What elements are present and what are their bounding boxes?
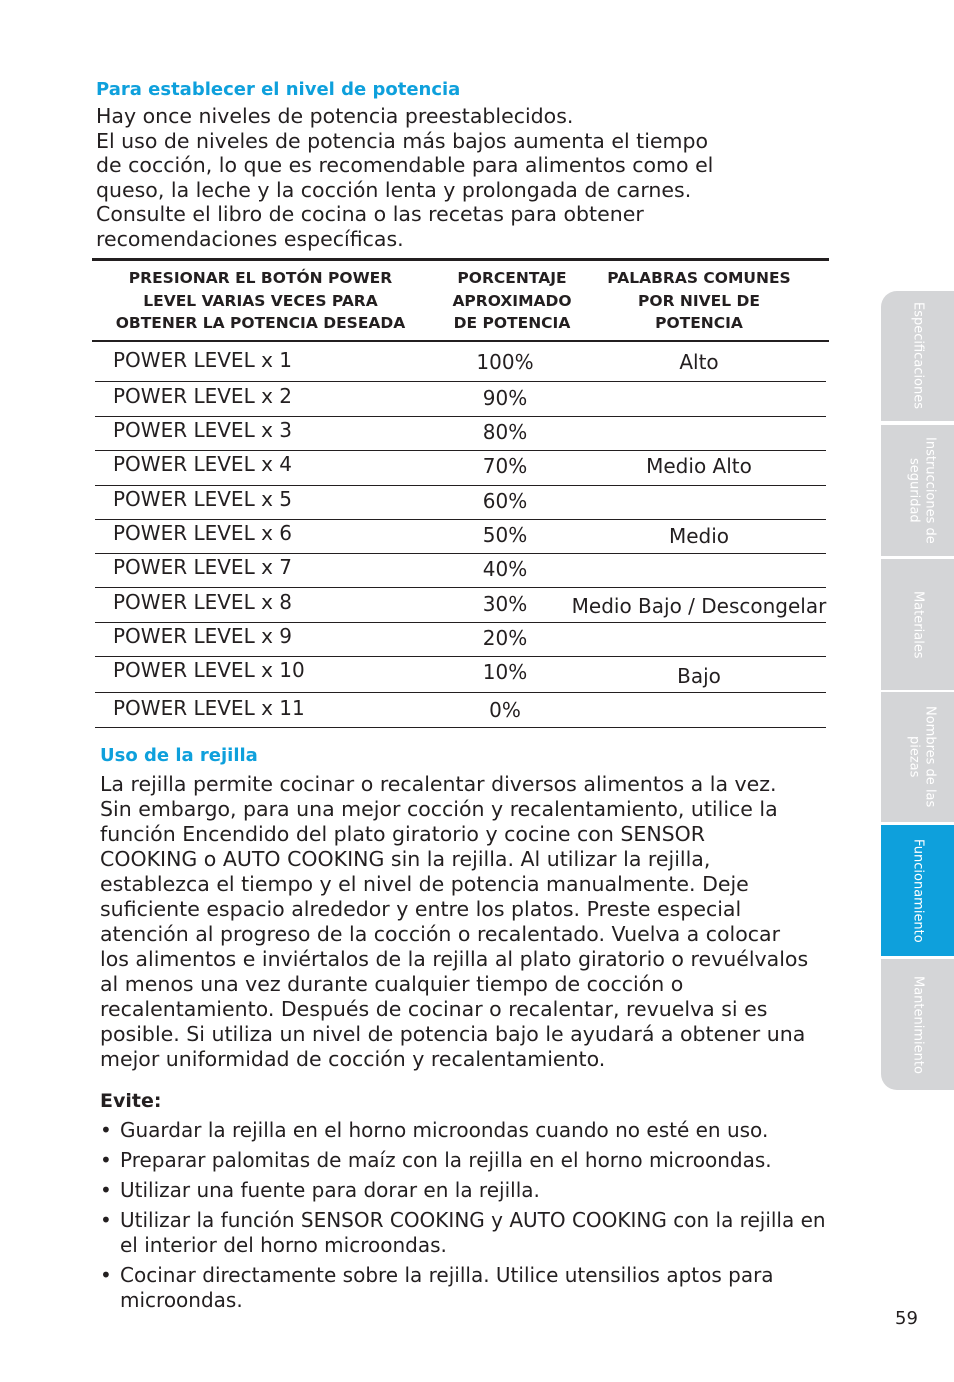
rack-line: los alimentos e inviértalos de la rejilla al plato giratorio o revuélvalos (100, 947, 809, 971)
section-heading-rack: Uso de la rejilla (100, 745, 258, 766)
percent-cell: 90% (482, 386, 528, 410)
row-divider (95, 727, 826, 728)
intro-line: El uso de niveles de potencia más bajos aumenta el tiempo (96, 128, 709, 153)
row-divider (95, 692, 826, 693)
percent-cell: 30% (482, 592, 528, 616)
power-level-cell: POWER LEVEL x 7 (113, 555, 292, 579)
rack-line: Sin embargo, para una mejor cocción y recalentamiento, utilice la (100, 797, 778, 821)
rack-line: recalentamiento. Después de cocinar o recalentar, revuelva si es (100, 997, 768, 1021)
power-level-cell: POWER LEVEL x 10 (113, 658, 305, 682)
percent-cell: 80% (482, 420, 528, 444)
rack-line: posible. Si utiliza un nivel de potencia bajo le ayudará a obtener una (100, 1022, 806, 1046)
row-divider (95, 622, 826, 623)
header-line: PRESIONAR EL BOTÓN POWER (128, 269, 393, 287)
table-row (95, 696, 826, 730)
side-tab-label: Nombres de las piezas (906, 706, 938, 808)
avoid-label: Evite: (100, 1090, 162, 1112)
percent-cell: 10% (482, 660, 528, 684)
percent-cell: 20% (482, 626, 528, 650)
list-item: • Guardar la rejilla en el horno microondas cuando no esté en uso. (100, 1118, 830, 1143)
side-tab-nombres-piezas[interactable] (881, 692, 954, 822)
row-divider (95, 485, 826, 486)
list-item: • Utilizar una fuente para dorar en la rejilla. (100, 1178, 830, 1203)
rack-line: mejor uniformidad de cocción y recalentamiento. (100, 1047, 606, 1071)
side-tab-label: Funcionamiento (910, 838, 926, 943)
row-divider (95, 450, 826, 451)
table-header-rule (92, 340, 829, 342)
power-level-intro (96, 104, 816, 251)
table-header-percent (437, 267, 587, 335)
side-tab-funcionamiento[interactable] (881, 825, 954, 956)
list-item: • Utilizar la función SENSOR COOKING y AUTO COOKING con la rejilla en el interior del horno microondas. (100, 1208, 830, 1258)
power-level-cell: POWER LEVEL x 5 (113, 487, 292, 511)
header-line: POTENCIA (655, 314, 743, 332)
rack-line: suficiente espacio alrededor y entre los platos. Preste especial (100, 897, 742, 921)
header-line: POR NIVEL DE (638, 291, 760, 310)
percent-cell: 50% (482, 523, 528, 547)
row-divider (95, 381, 826, 382)
common-word-cell: Bajo (677, 664, 721, 688)
power-level-cell: POWER LEVEL x 8 (113, 590, 292, 614)
table-row (95, 624, 826, 658)
table-top-rule (92, 258, 829, 261)
row-divider (95, 553, 826, 554)
table-row (95, 555, 826, 589)
header-line: OBTENER LA POTENCIA DESEADA (115, 314, 406, 332)
intro-line: queso, la leche y la cocción lenta y prolongada de carnes. (96, 177, 692, 202)
header-line: LEVEL VARIAS VECES PARA (143, 291, 378, 310)
power-level-cell: POWER LEVEL x 6 (113, 521, 292, 545)
side-tab-label: Instrucciones de seguridad (906, 437, 938, 544)
percent-cell: 100% (476, 350, 534, 374)
side-tab-especificaciones[interactable] (881, 291, 954, 421)
row-divider (95, 416, 826, 417)
rack-line: atención al progreso de la cocción o recalentado. Vuelva a colocar (100, 922, 781, 946)
row-divider (95, 656, 826, 657)
intro-line: Hay once niveles de potencia preestablecidos. (96, 104, 574, 128)
power-level-cell: POWER LEVEL x 9 (113, 624, 292, 648)
percent-cell: 70% (482, 454, 528, 478)
common-word-cell: Medio Bajo / Descongelar (571, 594, 827, 618)
intro-line: recomendaciones específicas. (96, 226, 404, 251)
rack-line: establezca el tiempo y el nivel de potencia manualmente. Deje (100, 872, 749, 896)
table-row (95, 384, 826, 418)
percent-cell: 0% (489, 698, 521, 722)
table-row (95, 418, 826, 452)
table-row (95, 487, 826, 521)
common-word-cell: Alto (679, 350, 719, 374)
power-level-cell: POWER LEVEL x 1 (113, 348, 292, 372)
page-number: 59 (895, 1308, 918, 1329)
power-level-cell: POWER LEVEL x 11 (113, 696, 305, 720)
power-level-cell: POWER LEVEL x 3 (113, 418, 292, 442)
avoid-list (100, 1118, 830, 1318)
row-divider (95, 587, 826, 588)
power-level-cell: POWER LEVEL x 4 (113, 452, 292, 476)
rack-line: COOKING o AUTO COOKING sin la rejilla. Al utilizar la rejilla, (100, 847, 711, 871)
rack-line: La rejilla permite cocinar o recalentar diversos alimentos a la vez. (100, 772, 777, 796)
section-heading-power-level: Para establecer el nivel de potencia (96, 79, 461, 100)
header-line: PALABRAS COMUNES (607, 269, 791, 287)
table-header-words (589, 267, 809, 335)
header-line: APROXIMADO (452, 291, 572, 310)
side-tab-label: Mantenimiento (910, 975, 926, 1074)
percent-cell: 40% (482, 557, 528, 581)
common-word-cell: Medio Alto (646, 454, 752, 478)
row-divider (95, 519, 826, 520)
power-level-cell: POWER LEVEL x 2 (113, 384, 292, 408)
side-tab-materiales[interactable] (881, 559, 954, 690)
table-header-buttons (88, 267, 433, 335)
intro-line: de cocción, lo que es recomendable para alimentos como el (96, 153, 714, 177)
percent-cell: 60% (482, 489, 528, 513)
rack-line: función Encendido del plato giratorio y cocine con SENSOR (100, 822, 706, 846)
list-item: • Preparar palomitas de maíz con la rejilla en el horno microondas. (100, 1148, 830, 1173)
side-tab-instrucciones-seguridad[interactable] (881, 425, 954, 556)
header-line: PORCENTAJE (457, 269, 567, 287)
common-word-cell: Medio (668, 524, 730, 548)
header-line: DE POTENCIA (453, 314, 571, 332)
intro-line: Consulte el libro de cocina o las recetas para obtener (96, 202, 644, 226)
rack-paragraph (100, 772, 830, 1072)
side-tab-label: Especificaciones (910, 302, 926, 410)
side-tab-mantenimiento[interactable] (881, 959, 954, 1090)
list-item: • Cocinar directamente sobre la rejilla. Utilice utensilios aptos para microondas. (100, 1263, 830, 1313)
side-tab-label: Materiales (910, 590, 926, 659)
rack-line: al menos una vez durante cualquier tiempo de cocción o (100, 972, 684, 996)
